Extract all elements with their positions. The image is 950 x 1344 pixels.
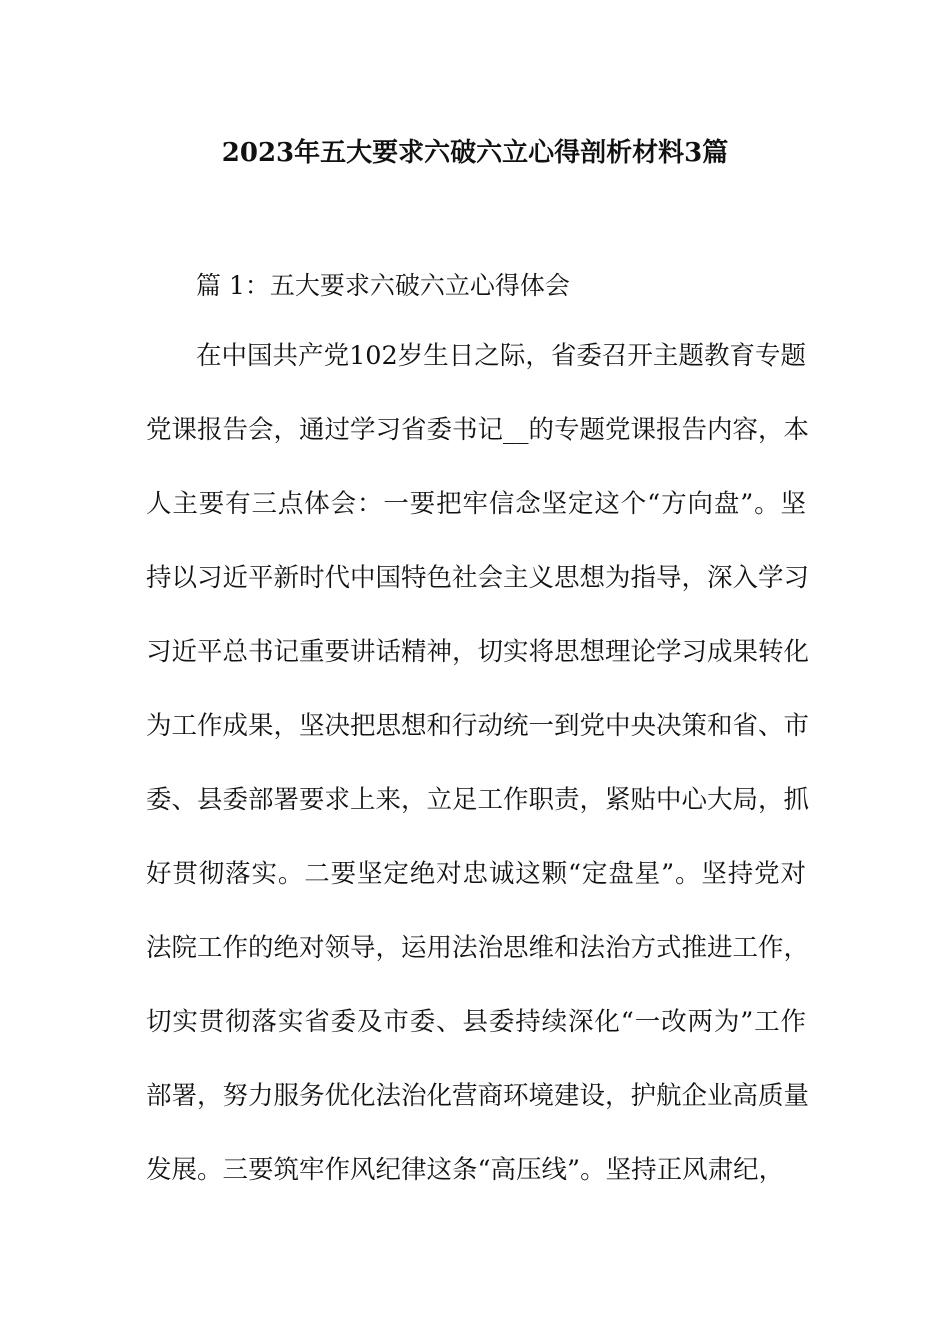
paragraph-line: 委、县委部署要求上来，立足工作职责，紧贴中心大局，抓 [146,785,810,815]
section-heading: 篇 1：五大要求六破六立心得体会 [196,271,570,300]
paragraph-line: 为工作成果，坚决把思想和行动统一到党中央决策和省、市 [146,711,810,741]
paragraph-line: 持以习近平新时代中国特色社会主义思想为指导，深入学习 [146,563,810,593]
paragraph-line: 切实贯彻落实省委及市委、县委持续深化“一改两为”工作 [146,1007,806,1037]
paragraph-line: 党课报告会，通过学习省委书记__的专题党课报告内容，本 [146,415,810,445]
paragraph-line: 部署，努力服务优化法治化营商环境建设，护航企业高质量 [146,1081,810,1111]
paragraph-line: 发展。三要筑牢作风纪律这条“高压线”。坚持正风肃纪， [146,1155,785,1185]
document-title: 2023年五大要求六破六立心得剖析材料3篇 [221,138,729,168]
paragraph-line: 法院工作的绝对领导，运用法治思维和法治方式推进工作， [146,933,810,963]
paragraph-line: 好贯彻落实。二要坚定绝对忠诚这颗“定盘星”。坚持党对 [146,859,806,889]
paragraph-line: 习近平总书记重要讲话精神，切实将思想理论学习成果转化 [146,637,810,667]
paragraph-line: 在中国共产党102岁生日之际，省委召开主题教育专题 [196,341,806,371]
paragraph-line: 人主要有三点体会：一要把牢信念坚定这个“方向盘”。坚 [146,489,806,519]
